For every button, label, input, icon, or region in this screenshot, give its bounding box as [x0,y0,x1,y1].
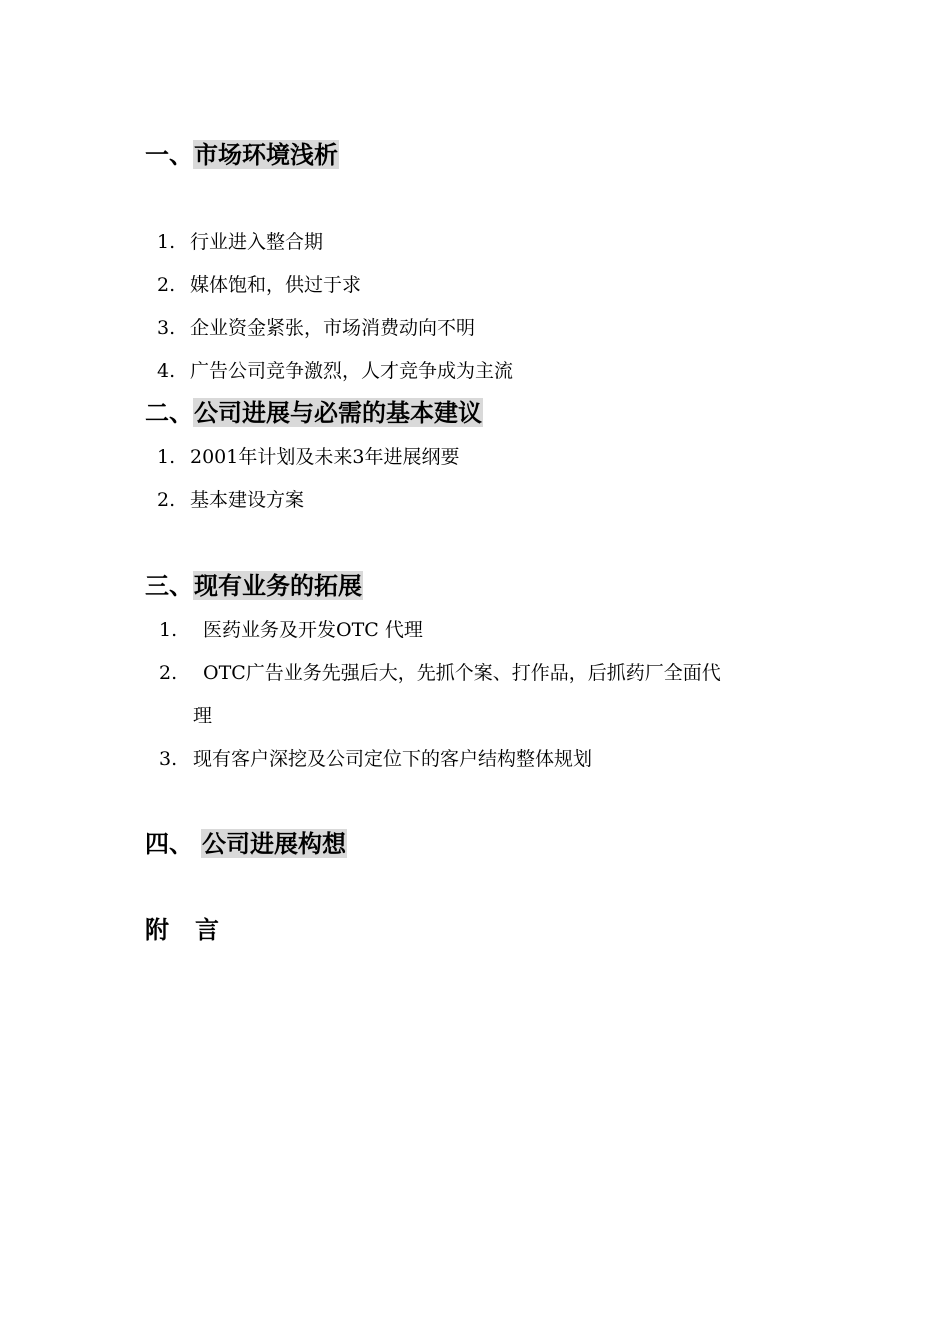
section-number: 一、 [145,140,193,169]
list-item [159,659,819,731]
section-3-heading [145,570,363,602]
list-item-index: 1. [157,446,176,468]
list-item-text: 媒体饱和，供过于求 [190,274,362,296]
list-item-text: 广告公司竞争激烈，人才竞争成为主流 [190,360,514,382]
section-number: 四、 [145,829,193,858]
list-item-index: 3. [157,317,176,339]
appendix-char-2: 言 [195,915,219,944]
list-item-text: 2001年计划及未来3年进展纲要 [190,446,460,468]
list-item-index: 2. [159,662,178,684]
list-item-text: 医药业务及开发OTC 代理 [203,619,423,641]
list-item-text: 行业进入整合期 [190,231,324,253]
section-2-heading [145,397,483,429]
list-item [157,271,657,299]
list-item-index: 1. [157,231,176,253]
list-item [159,745,799,773]
list-item-index: 4. [157,360,176,382]
list-item [157,228,657,256]
list-item-text: 企业资金紧张，市场消费动向不明 [190,317,476,339]
section-title: 市场环境浅析 [194,140,338,169]
list-item [157,486,657,514]
section-4-heading [145,828,347,860]
section-title: 公司进展与必需的基本建议 [194,398,482,427]
list-item [157,443,657,471]
list-item [159,616,799,644]
section-title: 公司进展构想 [202,829,346,858]
list-item-text: 基本建设方案 [190,489,305,511]
section-number: 二、 [145,398,193,427]
appendix-char-1: 附 [145,915,169,944]
list-item [157,314,657,342]
section-title: 现有业务的拓展 [194,571,362,600]
list-item-index: 2. [157,274,176,296]
list-item-text: 现有客户深挖及公司定位下的客户结构整体规划 [193,748,593,770]
list-item-text: OTC广告业务先强后大，先抓个案、打作品，后抓药厂全面代 [203,662,721,684]
section-1-heading [145,139,339,171]
list-item-text-continuation: 理 [193,705,213,727]
section-number: 三、 [145,571,193,600]
list-item-index: 2. [157,489,176,511]
list-item-index: 3. [159,748,178,770]
appendix-heading [145,914,219,946]
list-item [157,357,657,385]
list-item-index: 1. [159,619,178,641]
